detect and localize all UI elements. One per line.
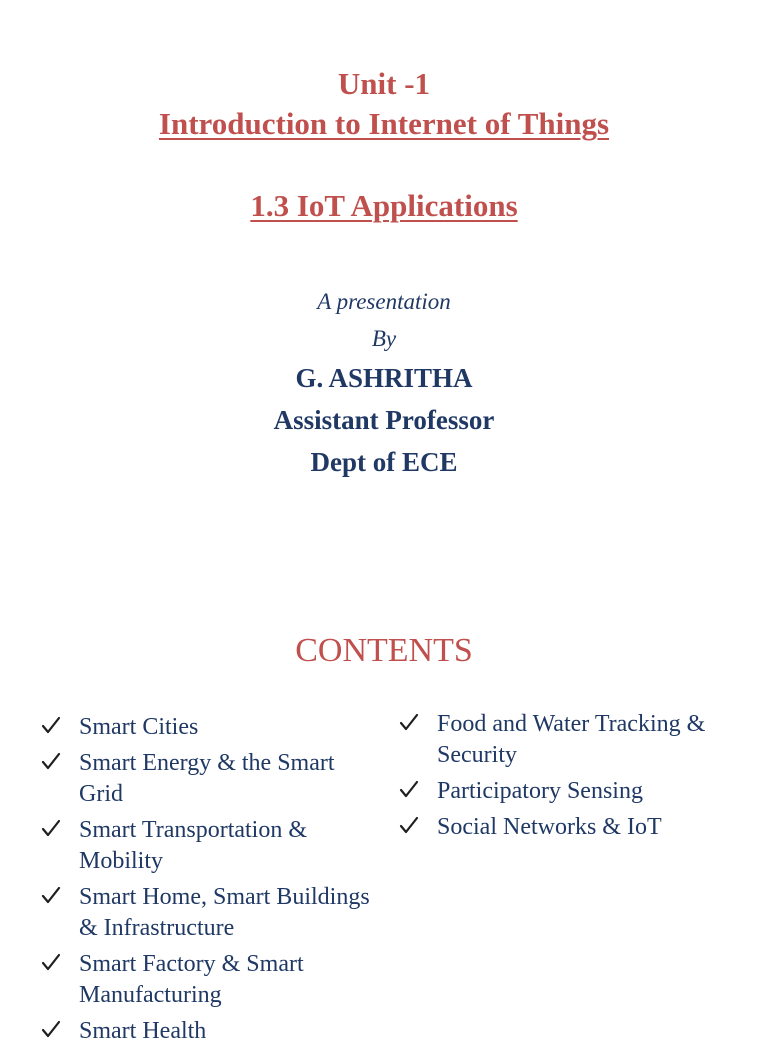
list-item-label: Smart Cities — [79, 714, 199, 740]
list-item-label: Smart Energy & the Smart Grid — [79, 750, 335, 807]
list-item-label: Smart Health — [79, 1018, 207, 1044]
list-item — [40, 1016, 370, 1047]
list-item-label: Smart Factory & Smart Manufacturing — [79, 951, 304, 1008]
contents-heading: CONTENTS — [295, 632, 473, 669]
author-name: G. ASHRITHA — [295, 363, 473, 393]
section-title: 1.3 IoT Applications — [250, 188, 518, 223]
list-item — [40, 882, 370, 944]
list-item — [40, 949, 370, 1011]
checkmark-icon — [398, 814, 420, 836]
list-item — [40, 815, 370, 877]
unit-title: Unit -1 — [337, 66, 431, 101]
checkmark-icon — [40, 1018, 62, 1040]
presentation-label: A presentation — [317, 289, 451, 314]
contents-list-right — [398, 709, 738, 848]
list-item-label: Participatory Sensing — [437, 778, 643, 804]
contents-list-left — [40, 712, 370, 1052]
list-item — [40, 748, 370, 810]
list-item — [398, 812, 738, 843]
list-item — [40, 712, 370, 743]
list-item — [398, 776, 738, 807]
checkmark-icon — [40, 884, 62, 906]
checkmark-icon — [40, 817, 62, 839]
course-title: Introduction to Internet of Things — [158, 106, 610, 141]
author-dept: Dept of ECE — [310, 447, 458, 477]
list-item-label: Food and Water Tracking & Security — [437, 711, 706, 768]
checkmark-icon — [40, 750, 62, 772]
checkmark-icon — [398, 778, 420, 800]
list-item-label: Smart Transportation & Mobility — [79, 817, 308, 874]
author-role: Assistant Professor — [273, 405, 495, 435]
checkmark-icon — [40, 714, 62, 736]
list-item-label: Smart Home, Smart Buildings & Infrastructure — [79, 884, 370, 941]
checkmark-icon — [40, 951, 62, 973]
by-label: By — [371, 326, 397, 351]
checkmark-icon — [398, 711, 420, 733]
list-item — [398, 709, 738, 771]
list-item-label: Social Networks & IoT — [437, 814, 662, 840]
